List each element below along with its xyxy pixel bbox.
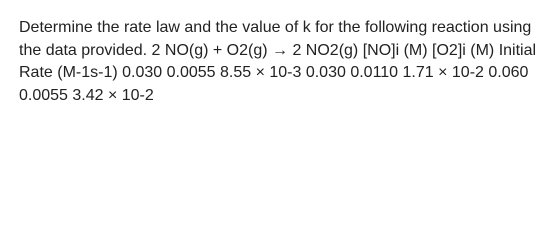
question-text: Determine the rate law and the value of k for the following reaction using the data provided. 2 NO(g) + O2(g) → 2 NO2(g) [NO]i (M) [O2]i (M) Initial Rate (M-1s-1) 0.030 0.0055 8.55 × 10-3 0.030 0.0110 1.71 × 10-2 0.060 0.0055 3.42 × 10-2: [19, 19, 537, 104]
